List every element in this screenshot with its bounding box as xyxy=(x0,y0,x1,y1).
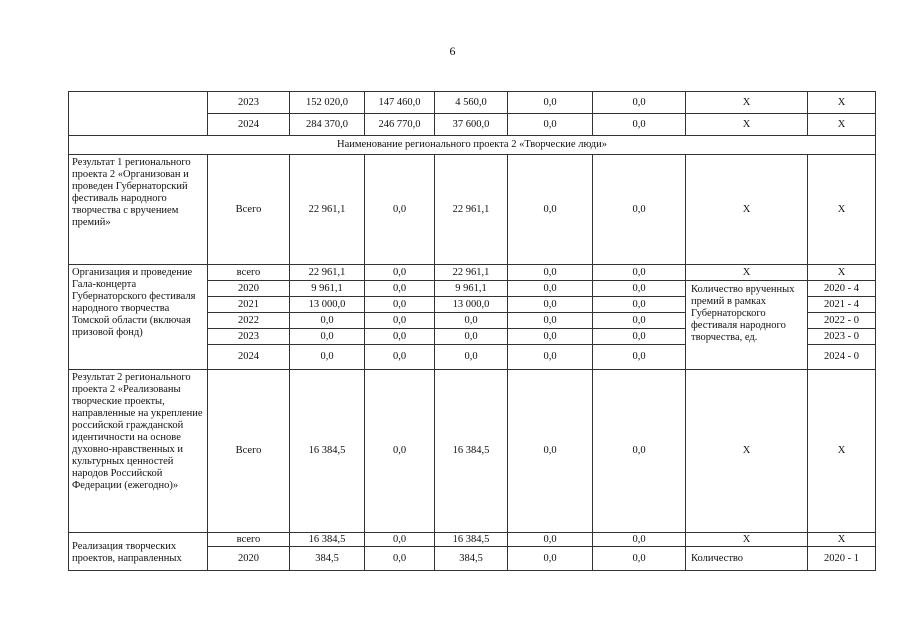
indicator-value-cell: X xyxy=(808,155,876,265)
regional-cell: 37 600,0 xyxy=(435,114,508,136)
other-cell: 0,0 xyxy=(593,265,686,281)
indicator-cell: X xyxy=(686,370,808,533)
local-cell: 0,0 xyxy=(508,297,593,313)
other-cell: 0,0 xyxy=(593,297,686,313)
regional-cell: 0,0 xyxy=(435,313,508,329)
other-cell: 0,0 xyxy=(593,547,686,571)
other-cell: 0,0 xyxy=(593,114,686,136)
year-cell: Всего xyxy=(208,155,290,265)
other-cell: 0,0 xyxy=(593,329,686,345)
total-cell: 0,0 xyxy=(290,313,365,329)
indicator-value-cell: 2021 - 4 xyxy=(808,297,876,313)
table-row xyxy=(69,533,876,547)
total-cell: 152 020,0 xyxy=(290,92,365,114)
indicator-value-cell: X xyxy=(808,370,876,533)
year-cell: 2021 xyxy=(208,297,290,313)
local-cell: 0,0 xyxy=(508,313,593,329)
year-cell: 2024 xyxy=(208,345,290,370)
local-cell: 0,0 xyxy=(508,281,593,297)
total-cell: 0,0 xyxy=(290,345,365,370)
total-cell: 0,0 xyxy=(290,329,365,345)
other-cell: 0,0 xyxy=(593,345,686,370)
total-cell: 9 961,1 xyxy=(290,281,365,297)
total-cell: 22 961,1 xyxy=(290,155,365,265)
indicator-cell: X xyxy=(686,92,808,114)
indicator-value-cell: 2024 - 0 xyxy=(808,345,876,370)
page-number: 6 xyxy=(449,44,456,58)
budget-table xyxy=(68,91,876,571)
regional-cell: 22 961,1 xyxy=(435,265,508,281)
other-cell: 0,0 xyxy=(593,281,686,297)
year-cell: 2020 xyxy=(208,547,290,571)
other-cell: 0,0 xyxy=(593,155,686,265)
local-cell: 0,0 xyxy=(508,345,593,370)
indicator-value-cell: X xyxy=(808,114,876,136)
federal-cell: 0,0 xyxy=(365,329,435,345)
federal-cell: 0,0 xyxy=(365,155,435,265)
regional-cell: 13 000,0 xyxy=(435,297,508,313)
regional-cell: 16 384,5 xyxy=(435,533,508,547)
regional-cell: 0,0 xyxy=(435,329,508,345)
federal-cell: 0,0 xyxy=(365,297,435,313)
local-cell: 0,0 xyxy=(508,92,593,114)
indicator-value-cell: 2020 - 1 xyxy=(808,547,876,571)
indicator-value-cell: 2022 - 0 xyxy=(808,313,876,329)
project-header-row xyxy=(69,136,876,155)
indicator-cell: Количество врученных премий в рамках Губернаторского фестиваля народного творчества, ед. xyxy=(686,281,808,370)
indicator-cell: X xyxy=(686,533,808,547)
local-cell: 0,0 xyxy=(508,155,593,265)
local-cell: 0,0 xyxy=(508,114,593,136)
local-cell: 0,0 xyxy=(508,265,593,281)
total-cell: 284 370,0 xyxy=(290,114,365,136)
regional-cell: 9 961,1 xyxy=(435,281,508,297)
federal-cell: 0,0 xyxy=(365,281,435,297)
regional-cell: 16 384,5 xyxy=(435,370,508,533)
activity-name-cell: Реализация творческих проектов, направленных xyxy=(69,533,208,571)
activity-name-cell: Организация и проведение Гала-концерта Губернаторского фестиваля народного творчества Томской области (включая призовой фонд) xyxy=(69,265,208,370)
indicator-value-cell: X xyxy=(808,92,876,114)
federal-cell: 0,0 xyxy=(365,265,435,281)
year-cell: всего xyxy=(208,533,290,547)
regional-cell: 0,0 xyxy=(435,345,508,370)
indicator-cell: Количество xyxy=(686,547,808,571)
total-cell: 16 384,5 xyxy=(290,533,365,547)
year-cell: всего xyxy=(208,265,290,281)
total-cell: 384,5 xyxy=(290,547,365,571)
indicator-cell: X xyxy=(686,155,808,265)
indicator-value-cell: X xyxy=(808,533,876,547)
local-cell: 0,0 xyxy=(508,370,593,533)
total-cell: 13 000,0 xyxy=(290,297,365,313)
year-cell: Всего xyxy=(208,370,290,533)
federal-cell: 0,0 xyxy=(365,370,435,533)
table-row xyxy=(69,155,876,265)
table-row xyxy=(69,92,876,114)
federal-cell: 147 460,0 xyxy=(365,92,435,114)
year-cell: 2022 xyxy=(208,313,290,329)
table-row xyxy=(69,265,876,281)
other-cell: 0,0 xyxy=(593,533,686,547)
total-cell: 22 961,1 xyxy=(290,265,365,281)
indicator-value-cell: 2023 - 0 xyxy=(808,329,876,345)
regional-cell: 22 961,1 xyxy=(435,155,508,265)
other-cell: 0,0 xyxy=(593,92,686,114)
local-cell: 0,0 xyxy=(508,547,593,571)
project-header: Наименование регионального проекта 2 «Творческие люди» xyxy=(69,136,876,155)
indicator-cell: X xyxy=(686,265,808,281)
table-row xyxy=(69,370,876,533)
federal-cell: 0,0 xyxy=(365,533,435,547)
federal-cell: 0,0 xyxy=(365,313,435,329)
continuation-name-cell xyxy=(69,92,208,136)
indicator-value-cell: X xyxy=(808,265,876,281)
federal-cell: 0,0 xyxy=(365,345,435,370)
federal-cell: 246 770,0 xyxy=(365,114,435,136)
indicator-cell: X xyxy=(686,114,808,136)
indicator-value-cell: 2020 - 4 xyxy=(808,281,876,297)
year-cell: 2020 xyxy=(208,281,290,297)
total-cell: 16 384,5 xyxy=(290,370,365,533)
year-cell: 2023 xyxy=(208,329,290,345)
year-cell: 2023 xyxy=(208,92,290,114)
result-name-cell: Результат 1 регионального проекта 2 «Организован и проведен Губернаторский фестиваль народного творчества с вручением премий» xyxy=(69,155,208,265)
local-cell: 0,0 xyxy=(508,533,593,547)
other-cell: 0,0 xyxy=(593,313,686,329)
other-cell: 0,0 xyxy=(593,370,686,533)
federal-cell: 0,0 xyxy=(365,547,435,571)
local-cell: 0,0 xyxy=(508,329,593,345)
result-name-cell: Результат 2 регионального проекта 2 «Реализованы творческие проекты, направленные на укрепление российской гражданской идентичности на основе духовно-нравственных и культурных ценностей народов Российской Федерации (ежегодно)» xyxy=(69,370,208,533)
regional-cell: 384,5 xyxy=(435,547,508,571)
year-cell: 2024 xyxy=(208,114,290,136)
regional-cell: 4 560,0 xyxy=(435,92,508,114)
